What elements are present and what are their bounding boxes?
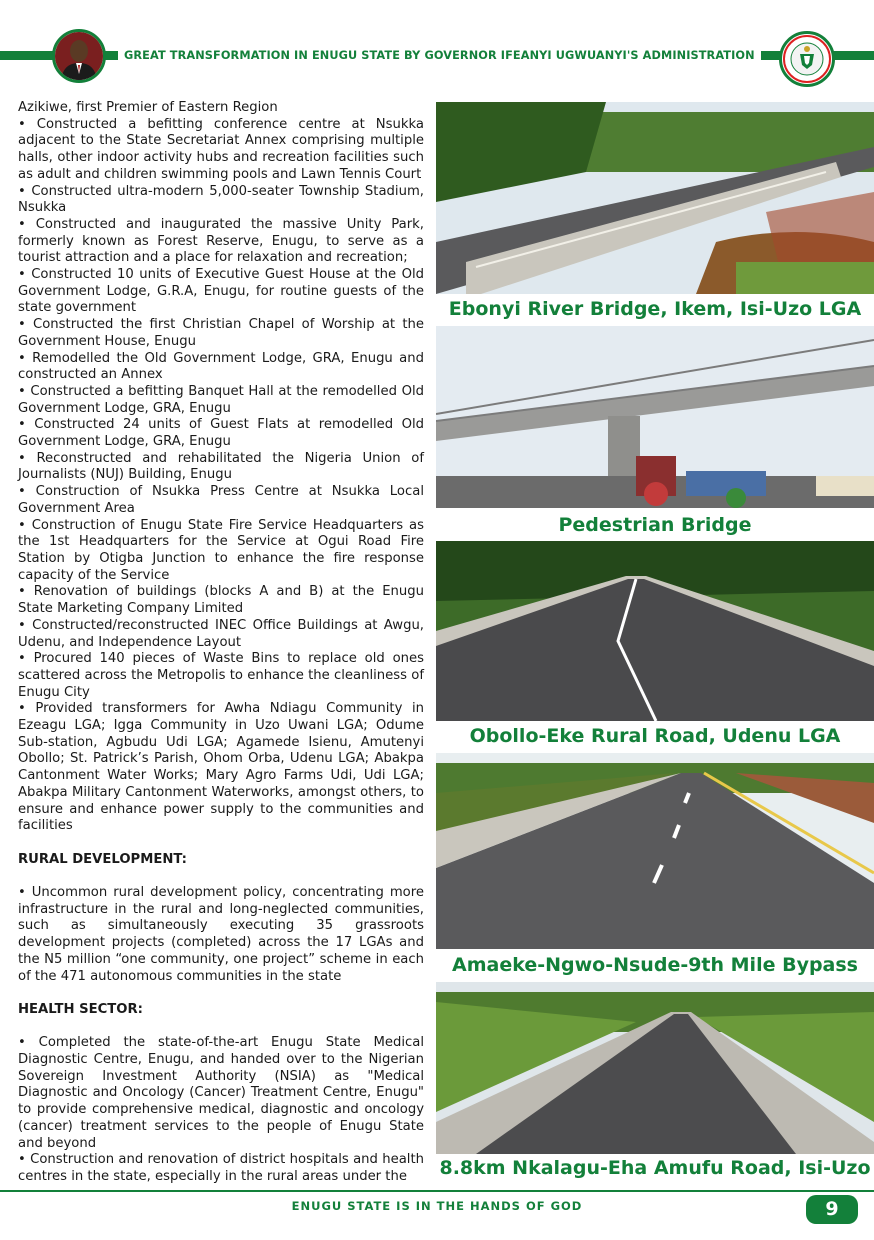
bullet-item: • Constructed a befitting conference centre at Nsukka adjacent to the State Secretariat Annex comprising multiple halls, other indoor activity hubs and recreation facilities such as adult and children swimming pools and Lawn Tennis Court: [18, 116, 424, 182]
photo-caption: Pedestrian Bridge: [558, 514, 752, 536]
paragraph: Azikiwe, first Premier of Eastern Region: [18, 100, 278, 115]
bullet-item: • Reconstructed and rehabilitated the Nigeria Union of Journalists (NUJ) Building, Enugu: [18, 450, 424, 483]
bullet-item: • Constructed ultra-modern 5,000-seater Township Stadium, Nsukka: [18, 183, 424, 216]
photo-obollo-eke-road: [436, 541, 874, 721]
footer-slogan: ENUGU STATE IS IN THE HANDS OF GOD: [291, 1199, 583, 1213]
bullet-item: • Procured 140 pieces of Waste Bins to replace old ones scattered across the Metropolis to enhance the cleanliness of Enugu City: [18, 651, 424, 700]
bullet-item: • Completed the state-of-the-art Enugu State Medical Diagnostic Centre, Enugu, and handed over to the Nigerian Sovereign Investment Authority (NSIA) as "Medical Diagnostic and Oncology (Cancer) Treatment Centre, Enugu" to provide comprehensive medical, diagnostic and oncology (cancer) treatment services to the people of Enugu State and beyond: [18, 1035, 424, 1151]
bullet-item: • Constructed the first Christian Chapel of Worship at the Government House, Enugu: [18, 317, 424, 349]
bullet-item: • Uncommon rural development policy, concentrating more infrastructure in the rural and long-neglected communities, such as simultaneously executing 35 grassroots development projects (completed) across the 17 LGAs and the N5 million “one community, one project” scheme in each of the 471 autonomous communities in the state: [18, 885, 424, 984]
footer-rule: [0, 1190, 874, 1192]
bullet-item: • Constructed a befitting Banquet Hall at the remodelled Old Government Lodge, GRA, Enugu: [18, 383, 424, 416]
bullet-item: • Constructed 10 units of Executive Guest House at the Old Government Lodge, G.R.A, Enugu, for routine guests of the state government: [18, 267, 424, 316]
governor-portrait: [52, 29, 106, 83]
bullet-item: • Provided transformers for Awha Ndiagu Community in Ezeagu LGA; Igga Community in Uzo Uwani LGA; Odume Sub-station, Agbudu Udi LGA; Agamede Isienu, Amutenyi Obollo; St. Patrick’s Parish, Ohom Orba, Udenu LGA; Abakpa Cantonment Water Works; Mary Agro Farms Udi, Udi LGA; Abakpa Military Cantonment Waterworks, amongst others, to ensure and enhance power supply to the communities and facilities: [18, 701, 424, 834]
photo-amaeke-ngwo-bypass: [436, 753, 874, 949]
photo-caption: Amaeke-Ngwo-Nsude-9th Mile Bypass: [452, 954, 858, 976]
photo-caption: 8.8km Nkalagu-Eha Amufu Road, Isi-Uzo: [439, 1157, 871, 1179]
bullet-item: • Construction of Enugu State Fire Service Headquarters as the 1st Headquarters for the Service at Ogui Road Fire Station by Otigba Junction to enhance the fire response capacity of the Service: [18, 517, 424, 583]
section-heading-health: HEALTH SECTOR:: [18, 1001, 143, 1017]
bullet-item: • Construction and renovation of district hospitals and health centres in the state, especially in the rural areas under the: [18, 1152, 424, 1184]
photo-pedestrian-bridge: [436, 326, 874, 508]
bullet-item: • Constructed 24 units of Guest Flats at remodelled Old Government Lodge, GRA, Enugu: [18, 417, 424, 450]
bullet-item: • Remodelled the Old Government Lodge, GRA, Enugu and constructed an Annex: [18, 350, 424, 383]
bullet-item: • Constructed and inaugurated the massive Unity Park, formerly known as Forest Reserve, Enugu, to serve as a tourist attraction and a place for relaxation and recreation;: [18, 216, 424, 266]
photo-ebonyi-river-bridge: [436, 102, 874, 294]
header-title: GREAT TRANSFORMATION IN ENUGU STATE BY GOVERNOR IFEANYI UGWUANYI'S ADMINISTRATION: [118, 46, 761, 66]
page-number: 9: [806, 1195, 858, 1224]
section-heading-rural: RURAL DEVELOPMENT:: [18, 851, 187, 867]
bullet-item: • Construction of Nsukka Press Centre at Nsukka Local Government Area: [18, 484, 424, 516]
bullet-item: • Constructed/reconstructed INEC Office Buildings at Awgu, Udenu, and Independence Layout: [18, 617, 424, 650]
photo-caption: Ebonyi River Bridge, Ikem, Isi-Uzo LGA: [448, 298, 862, 320]
photo-caption: Obollo-Eke Rural Road, Udenu LGA: [469, 725, 841, 747]
enugu-state-seal: [779, 31, 835, 87]
photo-nkalagu-eha-amufu-road: [436, 982, 874, 1154]
bullet-item: • Renovation of buildings (blocks A and B) at the Enugu State Marketing Company Limited: [18, 584, 424, 617]
text-column: [18, 100, 424, 1186]
